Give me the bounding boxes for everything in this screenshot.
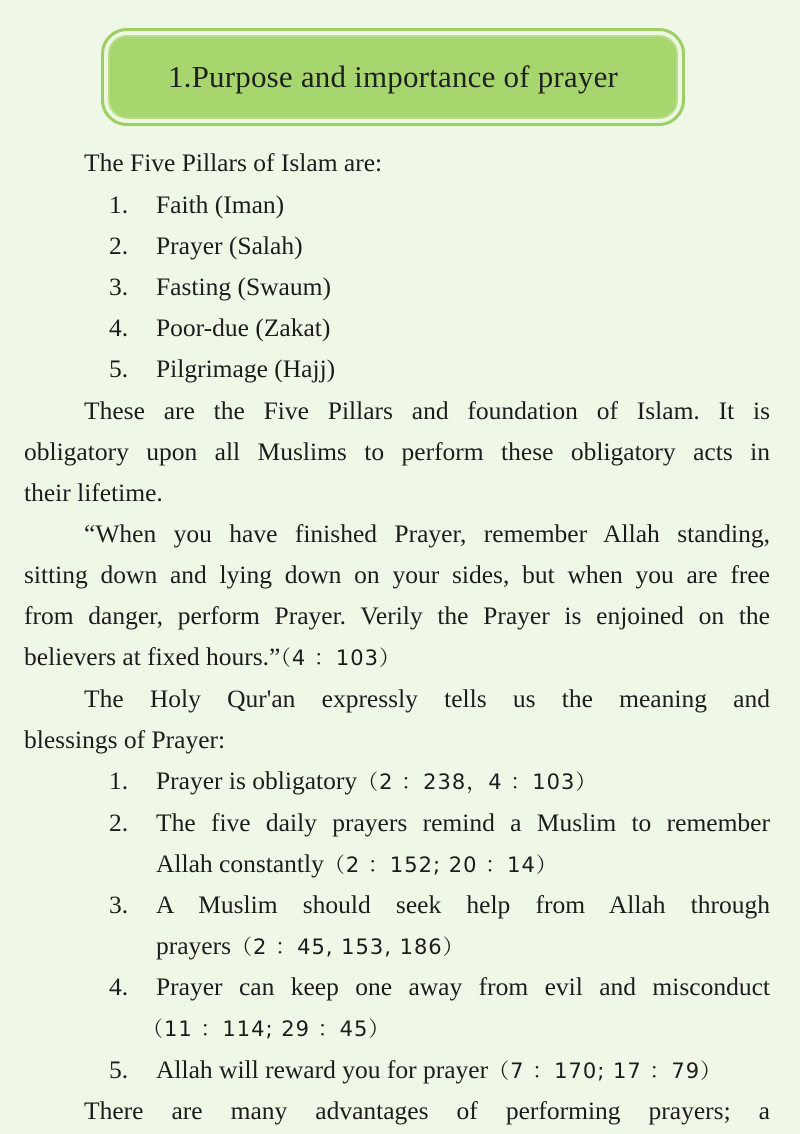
section-title-box: [101, 28, 685, 126]
quote-line: “When you have finished Prayer, remember Allah standing,: [84, 519, 770, 548]
verse-citation: （2 ：152; 20 ：14）: [323, 853, 558, 877]
list-item-number: 1.: [109, 766, 129, 795]
list-item-text: The five daily prayers remind a Muslim to remember: [156, 808, 770, 837]
list-item-number: 5.: [109, 1055, 129, 1084]
list-item-number: 2.: [109, 231, 129, 260]
paragraph-line: These are the Five Pillars and foundation of Islam. It is: [84, 396, 770, 425]
list-item-text: Poor-due (Zakat): [156, 313, 331, 342]
list-item-text: Fasting (Swaum): [156, 272, 331, 301]
list-item-text: Prayer (Salah): [156, 231, 303, 260]
list-item-text: A Muslim should seek help from Allah through: [156, 890, 770, 919]
list-item-label: Prayer is obligatory: [156, 766, 358, 795]
list-item-number: 3.: [109, 272, 129, 301]
list-item-text: Prayer can keep one away from evil and misconduct: [156, 972, 770, 1001]
list-item-number: 3.: [109, 890, 129, 919]
quote-line: [24, 642, 401, 673]
list-item-number: 4.: [109, 972, 129, 1001]
intro-line: The Five Pillars of Islam are:: [84, 148, 383, 177]
paragraph-line: There are many advantages of performing prayers; a: [84, 1096, 770, 1125]
paragraph-line: The Holy Qur'an expressly tells us the meaning and: [84, 684, 770, 713]
list-item-label: prayers: [156, 931, 232, 960]
list-item-label: Allah will reward you for prayer: [156, 1055, 489, 1084]
verse-citation: （7 ：170; 17 ：79）: [488, 1059, 723, 1083]
quote-text: believers at fixed hours.”: [24, 642, 281, 671]
list-item-text: Pilgrimage (Hajj): [156, 354, 336, 383]
paragraph-line: blessings of Prayer:: [24, 725, 226, 754]
verse-citation: （2 ：45, 153, 186）: [231, 935, 465, 959]
list-item-text-cont: [142, 1013, 390, 1044]
list-item-text: [156, 1055, 722, 1086]
list-item-text: Faith (Iman): [156, 190, 285, 219]
verse-citation: （2 ：238，4 ：103）: [357, 770, 598, 794]
list-item-text-cont: [156, 849, 558, 880]
paragraph-line: obligatory upon all Muslims to perform these obligatory acts in: [24, 437, 770, 466]
list-item-number: 2.: [109, 808, 129, 837]
list-item-number: 5.: [109, 354, 129, 383]
section-title: 1.Purpose and importance of prayer: [167, 59, 619, 94]
list-item-number: 1.: [109, 190, 129, 219]
paragraph-line: their lifetime.: [24, 478, 163, 507]
quote-citation: （4 ：103）: [280, 646, 401, 670]
verse-citation: （11 ：114; 29 ：45）: [142, 1017, 391, 1041]
list-item-text: [156, 766, 597, 797]
list-item-number: 4.: [109, 313, 129, 342]
list-item-text-cont: [156, 931, 465, 962]
quote-line: from danger, perform Prayer. Verily the Prayer is enjoined on the: [24, 601, 770, 630]
quote-line: sitting down and lying down on your sides, but when you are free: [24, 560, 770, 589]
list-item-label: Allah constantly: [156, 849, 324, 878]
